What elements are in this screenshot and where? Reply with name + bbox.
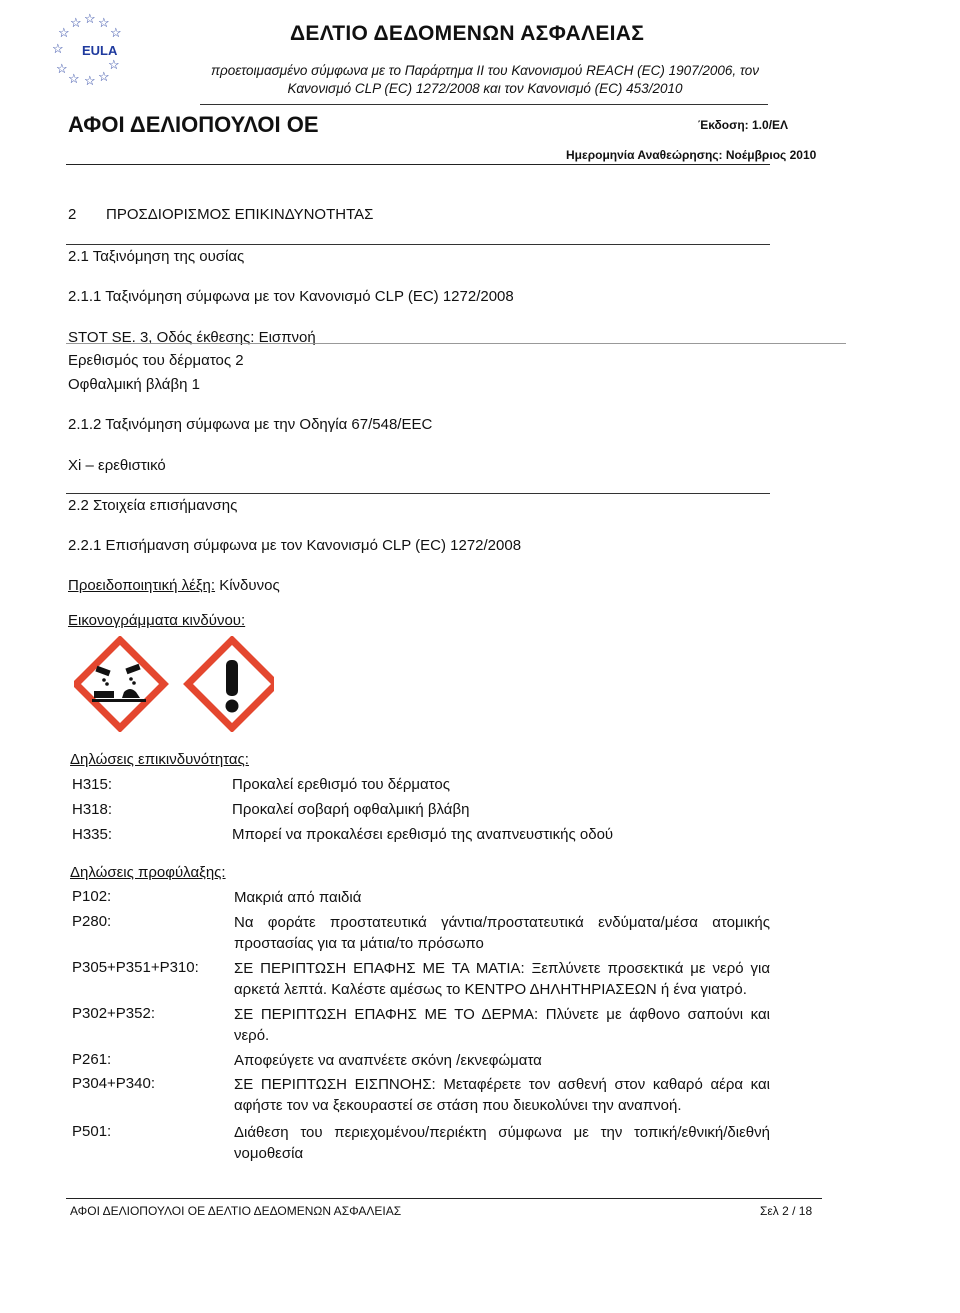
- section-title: ΠΡΟΣΔΙΟΡΙΣΜΟΣ ΕΠΙΚΙΝΔΥΝΟΤΗΤΑΣ: [106, 206, 374, 223]
- hazard-code: H315:: [72, 776, 113, 793]
- clp-class-skin: Ερεθισμός του δέρματος 2: [68, 352, 244, 369]
- subsection-2-2: 2.2 Στοιχεία επισήμανσης: [68, 497, 238, 514]
- section-heading: [68, 206, 373, 223]
- subtitle-line-2: Κανονισμό CLP (EC) 1272/2008 και τον Κανονισμό (EC) 453/2010: [287, 81, 683, 96]
- star-icon: ☆: [98, 15, 110, 30]
- corrosion-icon: [76, 640, 164, 728]
- precaution-code: P304+P340:: [72, 1075, 155, 1092]
- precautionary-statements-label: Δηλώσεις προφύλαξης:: [70, 864, 226, 881]
- hazard-text: Μπορεί να προκαλέσει ερεθισμό της αναπνευστικής οδού: [232, 826, 614, 843]
- precaution-code: P302+P352:: [72, 1005, 155, 1022]
- exclamation-icon: [188, 640, 274, 728]
- divider: [66, 244, 770, 245]
- hazard-text: Προκαλεί σοβαρή οφθαλμική βλάβη: [232, 801, 470, 818]
- star-icon: ☆: [110, 25, 122, 40]
- divider: [66, 493, 770, 494]
- page-number: Σελ 2 / 18: [760, 1204, 813, 1218]
- company-name: ΑΦΟΙ ΔΕΛΙΟΠΟΥΛΟΙ ΟΕ: [68, 112, 319, 137]
- star-icon: ☆: [84, 11, 96, 26]
- precaution-code: P261:: [72, 1051, 112, 1068]
- star-icon: ☆: [98, 69, 110, 84]
- version: Έκδοση: 1.0/ΕΛ: [698, 118, 789, 132]
- hazard-pictograms: [74, 636, 274, 732]
- star-icon: ☆: [70, 15, 82, 30]
- star-icon: ☆: [56, 61, 68, 76]
- footer-rule: [66, 1198, 822, 1199]
- precaution-text: ΣΕ ΠΕΡΙΠΤΩΣΗ ΕΠΑΦΗΣ ΜΕ ΤΑ ΜΑΤΙΑ: Ξεπλύνετε προσεκτικά με νερό για αρκετά λεπτά. Καλέστε αμέσως το ΚΕΝΤΡΟ ΔΗΛΗΤΗΡΙΑΣΕΩΝ ή ένα γιατρό.: [234, 960, 770, 998]
- clp-class-eye: Οφθαλμική βλάβη 1: [68, 376, 200, 393]
- section-number: 2: [68, 206, 77, 223]
- document-subtitle: [200, 62, 770, 98]
- subsection-2-1: 2.1 Ταξινόμηση της ουσίας: [68, 248, 245, 265]
- document-title: ΔΕΛΤΙΟ ΔΕΔΟΜΕΝΩΝ ΑΣΦΑΛΕΙΑΣ: [290, 22, 645, 45]
- precaution-text: Μακριά από παιδιά: [234, 889, 362, 906]
- hazard-code: H335:: [72, 826, 113, 843]
- hazard-code: H318:: [72, 801, 113, 818]
- precaution-code: P102:: [72, 888, 112, 905]
- precaution-text: ΣΕ ΠΕΡΙΠΤΩΣΗ ΕΠΑΦΗΣ ΜΕ ΤΟ ΔΕΡΜΑ: Πλύνετε με άφθονο σαπούνι και νερό.: [234, 1006, 770, 1044]
- star-icon: ☆: [108, 57, 120, 72]
- precaution-code: P280:: [72, 913, 112, 930]
- precaution-text: ΣΕ ΠΕΡΙΠΤΩΣΗ ΕΙΣΠΝΟΗΣ: Μεταφέρετε τον ασθενή στον καθαρό αέρα και αφήστε τον να ξεκουραστεί σε στάση που διευκολύνει την αναπνοή.: [234, 1076, 770, 1114]
- signal-word-row: [68, 577, 280, 594]
- star-icon: ☆: [58, 25, 70, 40]
- signal-word-label: Προειδοποιητική λέξη:: [68, 577, 216, 594]
- hazard-statements-label: Δηλώσεις επικινδυνότητας:: [70, 751, 249, 768]
- star-icon: ☆: [68, 71, 80, 86]
- precaution-text: Διάθεση του περιεχομένου/περιέκτη σύμφωνα με την τοπική/εθνική/διεθνή νομοθεσία: [234, 1124, 770, 1162]
- header-divider: [66, 164, 770, 165]
- revision-date: Ημερομηνία Αναθεώρησης: Νοέμβριος 2010: [566, 148, 817, 162]
- precaution-text: Αποφεύγετε να αναπνέετε σκόνη /εκνεφώματα: [234, 1052, 542, 1069]
- subsection-2-1-2: 2.1.2 Ταξινόμηση σύμφωνα με την Οδηγία 67/548/EEC: [68, 416, 433, 433]
- precaution-text: Να φοράτε προστατευτικά γάντια/προστατευτικά ενδύματα/μέσα ατομικής προστασίας για τα μάτια/το πρόσωπο: [234, 914, 770, 952]
- precaution-code: P501:: [72, 1123, 112, 1140]
- subtitle-line-1: προετοιμασμένο σύμφωνα με το Παράρτημα II του Κανονισμού REACH (EC) 1907/2006, τον: [210, 63, 760, 78]
- star-icon: ☆: [52, 41, 64, 56]
- hazard-text: Προκαλεί ερεθισμό του δέρματος: [232, 776, 450, 793]
- signal-word: Κίνδυνος: [219, 577, 280, 594]
- precaution-code: P305+P351+P310:: [72, 959, 199, 976]
- subsection-2-1-1: 2.1.1 Ταξινόμηση σύμφωνα με τον Κανονισμό CLP (EC) 1272/2008: [68, 288, 514, 305]
- divider: [66, 343, 846, 344]
- star-icon: ☆: [84, 73, 96, 88]
- dsd-class: Xi – ερεθιστικό: [68, 457, 166, 474]
- pictograms-label: Εικονογράμματα κινδύνου:: [68, 612, 246, 629]
- header-rule: [200, 104, 768, 105]
- logo-text: EULA: [82, 43, 118, 58]
- eula-logo: [50, 12, 140, 92]
- subsection-2-2-1: 2.2.1 Επισήμανση σύμφωνα με τον Κανονισμό CLP (EC) 1272/2008: [68, 537, 522, 554]
- footer-text: ΑΦΟΙ ΔΕΛΙΟΠΟΥΛΟΙ ΟΕ ΔΕΛΤΙΟ ΔΕΔΟΜΕΝΩΝ ΑΣΦΑΛΕΙΑΣ: [70, 1204, 402, 1218]
- clp-class-stot: STOT SE. 3, Οδός έκθεσης: Εισπνοή: [68, 329, 316, 346]
